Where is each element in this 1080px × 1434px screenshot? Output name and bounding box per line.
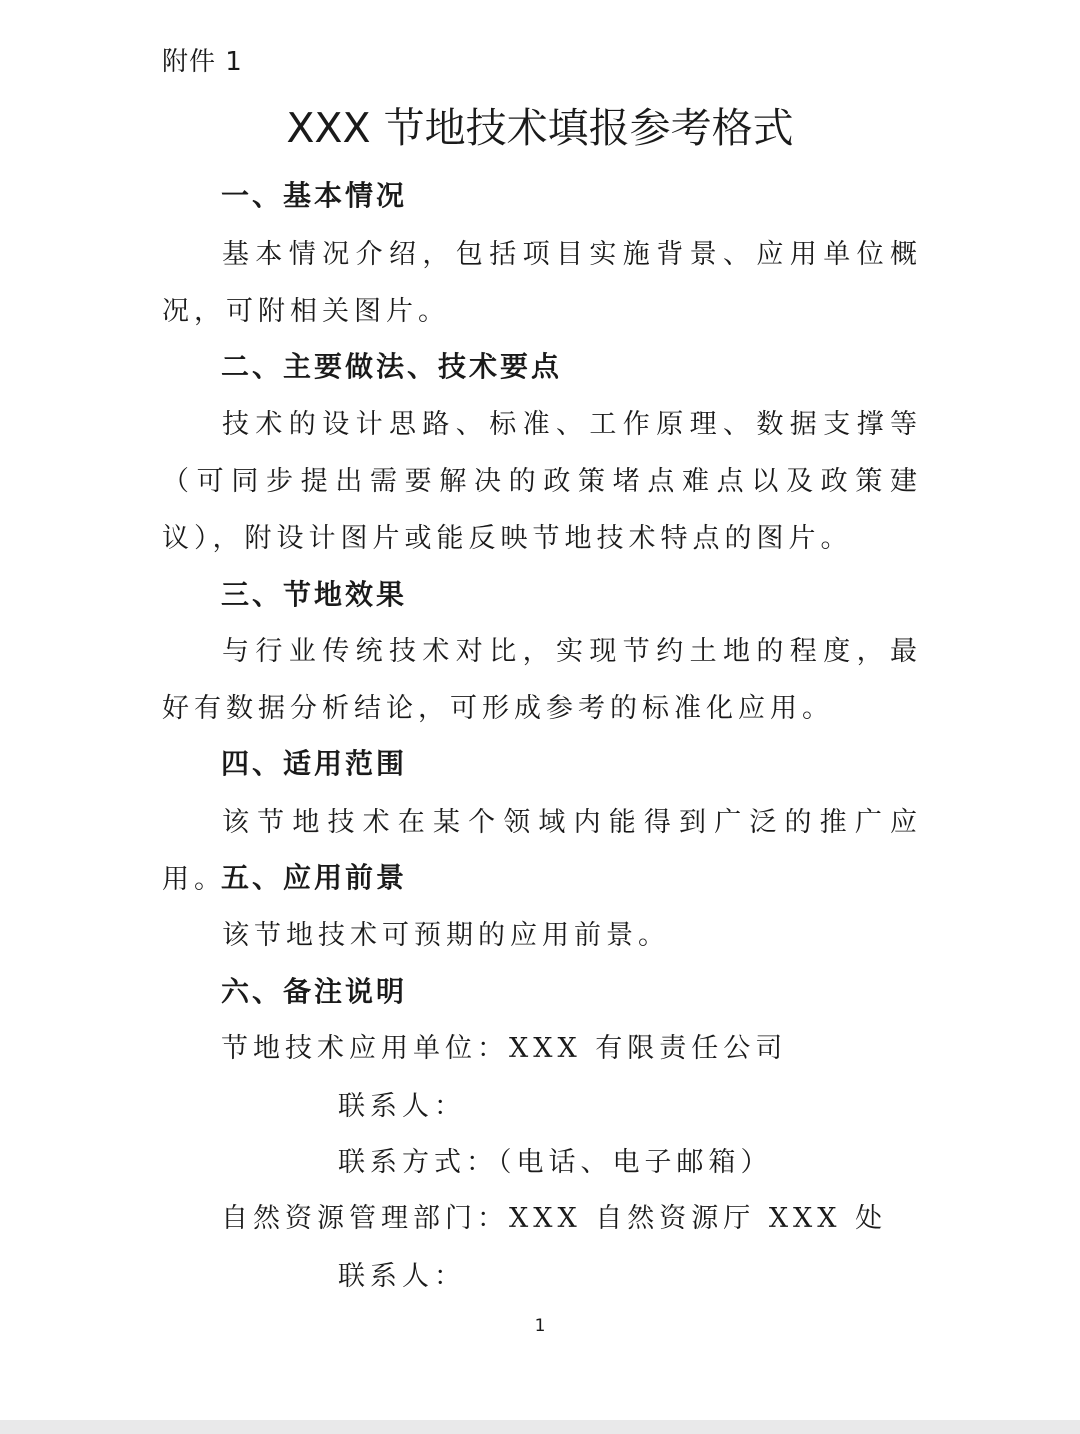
section-body-main-practices: 技术的设计思路、标准、工作原理、数据支撑等（可同步提出需要解决的政策堵点难点以及政策建议），附设计图片或能反映节地技术特点的图片。 [162, 409, 922, 554]
remarks-unit-contact-method: 联系方式：（电话、电子邮箱） [338, 1147, 773, 1178]
section-heading-prospects: 五、应用前景 [221, 861, 408, 894]
section-heading-basic-info: 一、基本情况 [221, 179, 408, 212]
page-number: 1 [534, 1316, 546, 1336]
remarks-unit-contact: 联系人： [338, 1091, 466, 1122]
attachment-label: 附件 1 [162, 47, 243, 77]
section-body-scope: 该节地技术在某个领域内能得到广泛的推广应用。 [162, 807, 922, 895]
section-heading-main-practices: 二、主要做法、技术要点 [221, 350, 563, 383]
document-title: XXX 节地技术填报参考格式 [286, 104, 794, 152]
remarks-dept-line: 自然资源管理部门：XXX 自然资源厅 XXX 处 [221, 1203, 888, 1234]
section-body-land-saving-effect: 与行业传统技术对比，实现节约土地的程度，最好有数据分析结论，可形成参考的标准化应用。 [162, 636, 922, 724]
section-heading-land-saving-effect: 三、节地效果 [221, 578, 408, 611]
section-body-basic-info: 基本情况介绍，包括项目实施背景、应用单位概况，可附相关图片。 [162, 239, 922, 327]
section-body-prospects: 该节地技术可预期的应用前景。 [222, 920, 670, 951]
viewer-bottom-bar [0, 1420, 1080, 1434]
remarks-unit-line: 节地技术应用单位：XXX 有限责任公司 [221, 1033, 788, 1064]
remarks-dept-contact: 联系人： [338, 1261, 466, 1292]
section-heading-remarks: 六、备注说明 [221, 975, 408, 1008]
section-heading-scope: 四、适用范围 [221, 747, 408, 780]
